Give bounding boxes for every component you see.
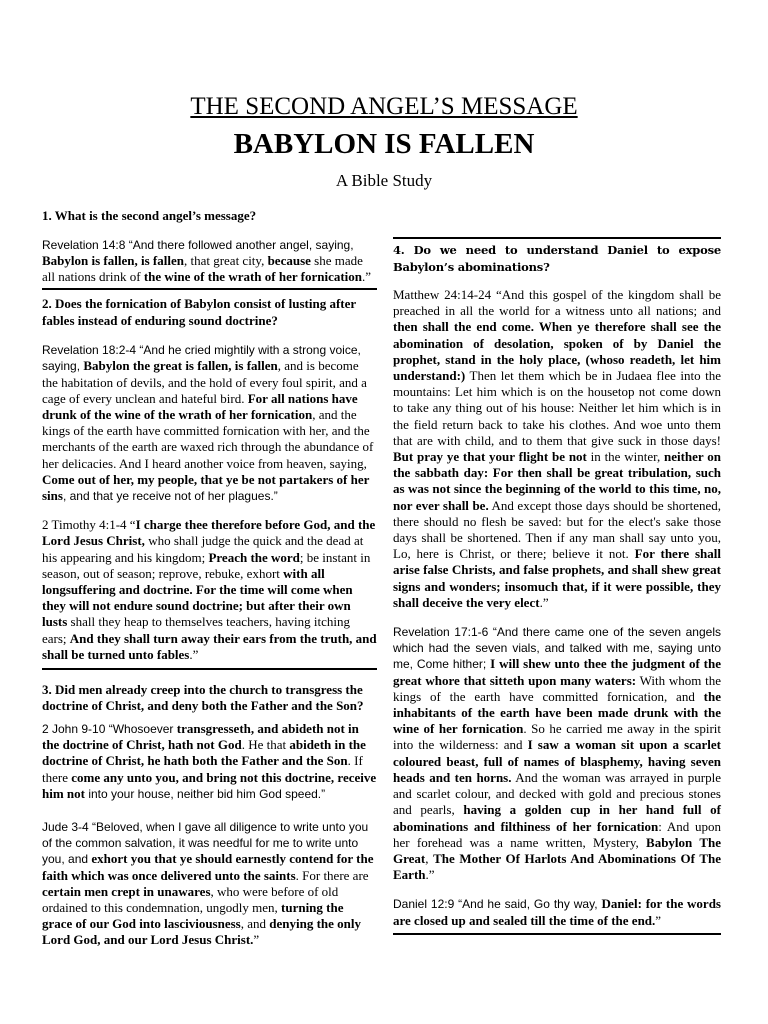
verse-emphasis: Daniel: for the words are closed up and sealed till the time of the end. xyxy=(393,896,721,928)
verse-text: And the woman was arrayed in purple and scarlet colour, and decked with gold and precious stones and pearls, xyxy=(393,769,721,818)
verse-emphasis: Babylon The Great xyxy=(393,834,721,866)
section-divider xyxy=(42,288,377,290)
verse-emphasis: Preach the word xyxy=(208,549,300,565)
right-column xyxy=(393,206,721,941)
verse-emphasis: because xyxy=(267,252,311,268)
verse-text: . If there xyxy=(42,753,363,785)
verse-revelation-14-8 xyxy=(42,237,377,286)
verse-text: “Whosoever xyxy=(105,721,177,736)
verse-emphasis: having a golden cup in her hand full of abominations and filthiness of her fornication xyxy=(393,802,722,834)
verse-ref: Jude 3-4 xyxy=(42,819,89,834)
verse-text: .” xyxy=(539,594,549,610)
verse-emphasis: exhort you that ye should earnestly contend for the faith which was once delivered unto the saints xyxy=(42,851,374,883)
verse-text: “And there came one of the seven angels which had the seven vials, and talked with me, saying unto me, Come hither; xyxy=(393,625,721,672)
verse-emphasis: Babylon the great is fallen, is fallen xyxy=(83,358,278,374)
verse-text: .” xyxy=(189,646,199,662)
question-2: 2. Does the fornication of Babylon consist of lusting after fables instead of enduring sound doctrine? xyxy=(42,296,356,328)
left-column xyxy=(42,205,377,949)
verse-emphasis: come any unto you, and bring not this doctrine, receive him not xyxy=(42,769,377,801)
verse-text: who shall judge the quick and the dead at his appearing and his kingdom; xyxy=(42,533,364,565)
verse-text: into your house, neither bid him God speed.” xyxy=(84,786,326,801)
verse-emphasis: certain men crept in unawares xyxy=(42,883,211,899)
verse-text: “Beloved, when I gave all diligence to write unto you of the common salvation, it was needful for me to write unto you, and xyxy=(42,819,369,867)
verse-text: ” xyxy=(655,912,662,928)
verse-emphasis: transgresseth, and abideth not in the doctrine of Christ, hath not God xyxy=(42,720,359,753)
verse-text: And except those days should be shortened, there should no flesh be saved: but for the elect's sake those days shall be shortened. Then if any man shall say unto you, Lo, here is Christ, or there; believe it not. xyxy=(393,497,722,562)
verse-text: , that great city, xyxy=(183,252,268,268)
verse-text: , and the kings of the earth have committed fornication with her, and the merchants of the earth are waxed rich through the abundance of her delicacies. And I heard another voice from heaven, saying, xyxy=(42,406,374,471)
section-divider xyxy=(42,668,377,670)
verse-emphasis: neither on the sabbath day: For then shall be great tribulation, such as was not since the beginning of the world to this time, no, nor ever shall be. xyxy=(393,449,721,513)
verse-emphasis: denying the only Lord God, and our Lord Jesus Christ. xyxy=(42,916,362,948)
verse-text: , and is become the habitation of devils, and the hold of every foul spirit, and a cage of every unclean and hateful bird. xyxy=(42,358,367,406)
verse-text: . He that xyxy=(241,737,290,753)
verse-2-john-9-10 xyxy=(42,721,377,802)
verse-text: “And he said, Go thy way, xyxy=(454,897,602,912)
verse-emphasis: then shall the end come. When ye therefore shall see the abomination of desolation, spoken of by Daniel the prophet, stand in the holy place, (whoso readeth, let him understand:) xyxy=(393,319,721,384)
verse-emphasis: For all nations have drunk of the wine of the wrath of her fornication xyxy=(42,390,358,422)
verse-ref: 2 Timothy 4:1-4 xyxy=(42,517,127,533)
verse-emphasis: the inhabitants of the earth have been made drunk with the wine of her fornication xyxy=(393,688,721,737)
verse-ref: Daniel 12:9 xyxy=(393,897,455,912)
series-heading: THE SECOND ANGEL’S MESSAGE xyxy=(190,93,578,120)
verse-emphasis: But pray ye that your flight be not xyxy=(393,449,587,465)
verse-emphasis: And they shall turn away their ears from the truth, and shall be turned unto fables xyxy=(42,630,377,662)
verse-ref: Revelation 18:2-4 xyxy=(42,343,137,358)
verse-ref: Revelation 17:1-6 xyxy=(393,625,489,640)
verse-emphasis: I will shew unto thee the judgment of the great whore that sitteth upon many waters: xyxy=(393,656,721,688)
verse-text: ; be instant in season, out of season; reprove, rebuke, exhort xyxy=(42,549,371,581)
verse-revelation-18-2-4 xyxy=(42,342,377,504)
verse-text: : And upon her forehead was a name written, Mystery, xyxy=(393,818,721,850)
verse-emphasis: turning the grace of our God into lasciviousness xyxy=(42,900,344,932)
verse-text: shall they heap to themselves teachers, having itching ears; xyxy=(42,614,350,646)
verse-text: .” xyxy=(425,867,435,883)
verse-text: Then let them which be in Judaea flee into the mountains: Let him which is on the housetop not come down to take any thing out of his house: Neither let him which is in the field return back to take his clothes. And woe unto them that are with child, and to them that give suck in those days! xyxy=(393,368,721,448)
verse-text: “And this gospel of the kingdom shall be preached in all the world for a witness unto all nations; and xyxy=(393,287,722,319)
verse-text: she made all nations drink of xyxy=(42,252,363,284)
verse-text: , xyxy=(425,850,434,866)
verse-text: , who were before of old ordained to this condemnation, ungodly men, xyxy=(42,883,339,915)
verse-text: “And he cried mightily with a strong voice, saying, xyxy=(42,343,361,374)
verse-daniel-12-9 xyxy=(393,896,721,928)
verse-emphasis: I saw a woman sit upon a scarlet coloured beast, full of names of blasphemy, having seven heads and ten horns. xyxy=(393,737,721,785)
verse-text: .” xyxy=(362,268,372,284)
verse-ref: 2 John 9-10 xyxy=(42,721,106,736)
verse-text: “And there followed another angel, saying, xyxy=(125,237,354,252)
verse-text: ” xyxy=(253,932,260,948)
verse-emphasis: abideth in the doctrine of Christ, he hath both the Father and the Son xyxy=(42,737,366,769)
verse-text: , and xyxy=(240,916,270,932)
section-divider xyxy=(393,237,721,239)
verse-emphasis: For there shall arise false Christs, and false prophets, and shall shew great signs and wonders; insomuch that, if it were possible, they shall deceive the very elect xyxy=(393,546,722,610)
verse-ref: Matthew 24:14-24 xyxy=(393,287,492,302)
question-3: 3. Did men already creep into the church to transgress the doctrine of Christ, and deny both the Father and the Son? xyxy=(42,681,364,714)
page-subtitle: A Bible Study xyxy=(335,171,433,190)
verse-emphasis: Come out of her, my people, that ye be not partakers of her sins xyxy=(42,471,370,503)
verse-emphasis: I charge thee therefore before God, and the Lord Jesus Christ, xyxy=(42,517,376,549)
verse-emphasis: Babylon is fallen, is fallen xyxy=(42,252,184,268)
verse-emphasis: with all longsuffering and doctrine. For the time will come when they will not endure sound doctrine; but after their own lusts xyxy=(42,565,353,630)
verse-text: With whom the kings of the earth have committed fornication, and xyxy=(393,672,722,704)
verse-revelation-17-1-6 xyxy=(393,624,721,883)
verse-matthew-24-14-24 xyxy=(393,287,721,611)
verse-ref: Revelation 14:8 xyxy=(42,237,126,252)
page-header xyxy=(0,92,768,192)
question-1: 1. What is the second angel’s message? xyxy=(42,208,257,223)
verse-2-timothy-4-1-4 xyxy=(42,517,377,663)
verse-text: in the winter, xyxy=(586,449,664,465)
verse-text: , and that ye receive not of her plagues.” xyxy=(62,488,278,503)
verse-emphasis: The Mother Of Harlots And Abominations Of The Earth xyxy=(393,850,722,883)
question-4: 4. Do we need to understand Daniel to expose Babylon’s abominations? xyxy=(393,243,721,274)
verse-text: . So he carried me away in the spirit into the wilderness: and xyxy=(393,721,722,753)
section-divider xyxy=(393,933,721,935)
verse-jude-3-4 xyxy=(42,819,377,949)
verse-emphasis: the wine of the wrath of her fornication xyxy=(143,268,363,284)
verse-text: . For there are xyxy=(295,867,369,883)
page-title: BABYLON IS FALLEN xyxy=(233,128,535,160)
verse-text: “ xyxy=(126,517,136,533)
